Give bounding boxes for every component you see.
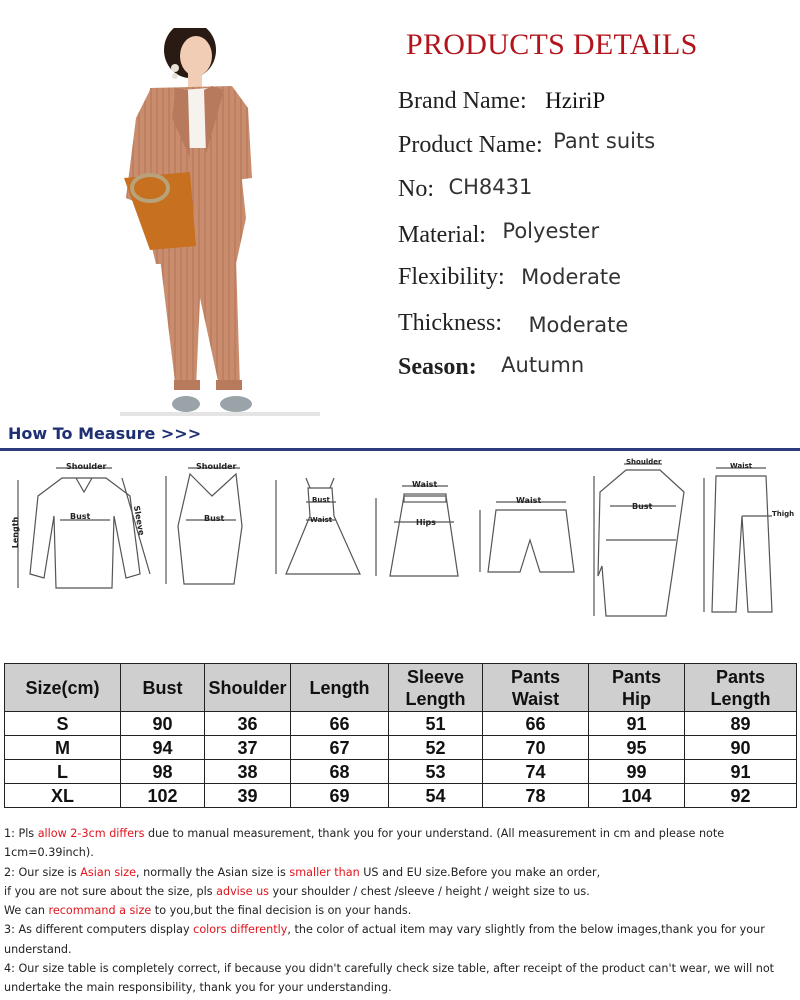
table-cell: 37 (205, 736, 291, 760)
detail-value: Pant suits (553, 129, 656, 153)
label-thigh: Thigh (772, 510, 795, 518)
detail-label: Thickness: (398, 310, 502, 336)
table-cell: 74 (483, 760, 589, 784)
table-cell: S (5, 712, 121, 736)
table-cell: L (5, 760, 121, 784)
label-bust: Bust (632, 502, 653, 511)
label-bust: Bust (70, 512, 91, 521)
coat-diagram (594, 464, 684, 616)
detail-value: Polyester (502, 219, 600, 243)
note-2: 2: Our size is Asian size, normally the Asian size is smaller than US and EU size.Before you make an order, (4, 865, 601, 879)
table-cell: 78 (483, 784, 589, 808)
detail-value: Moderate (528, 313, 629, 337)
detail-label: Season: (398, 354, 477, 380)
table-cell: 104 (589, 784, 685, 808)
table-header-row (5, 664, 797, 712)
table-cell: 51 (389, 712, 483, 736)
table-cell: 69 (291, 784, 389, 808)
table-cell: 54 (389, 784, 483, 808)
table-cell: 52 (389, 736, 483, 760)
detail-label: Flexibility: (398, 264, 505, 290)
detail-row-season (398, 354, 584, 381)
label-waist: Waist (730, 462, 753, 470)
how-to-measure-title: How To Measure >>> (8, 424, 202, 443)
table-row (5, 736, 797, 760)
table-cell: M (5, 736, 121, 760)
table-row (5, 760, 797, 784)
detail-label: Material: (398, 222, 486, 248)
header-size: Size(cm) (5, 664, 121, 712)
measurement-diagrams (0, 456, 800, 636)
notes (4, 824, 798, 998)
detail-row-number (398, 176, 532, 203)
table-cell: XL (5, 784, 121, 808)
detail-value: CH8431 (448, 175, 533, 199)
header-pants-waist: Pants Waist (483, 664, 589, 712)
detail-label: Brand Name: (398, 88, 527, 114)
table-cell: 70 (483, 736, 589, 760)
note-4: 4: Our size table is completely correct, if because you didn't carefully check size table, after receipt of the product can't wear, we will not undertake the main responsibility, thank you for your understanding. (4, 962, 775, 995)
table-row (5, 784, 797, 808)
table-cell: 98 (121, 760, 205, 784)
product-photo (0, 28, 380, 416)
label-waist: Waist (516, 496, 542, 505)
pants-diagram (704, 468, 772, 612)
table-cell: 68 (291, 760, 389, 784)
table-cell: 94 (121, 736, 205, 760)
dress-diagram (276, 478, 360, 574)
detail-value: HziriP (545, 88, 606, 113)
table-cell: 90 (685, 736, 797, 760)
label-shoulder: Shoulder (196, 462, 237, 471)
skirt-diagram (376, 486, 458, 576)
note-2-advise: if you are not sure about the size, pls advise us your shoulder / chest /sleeve / height / weight size to us. (4, 884, 590, 898)
divider (0, 448, 800, 451)
model-in-pant-suit-icon (0, 28, 380, 416)
note-2-recommend: We can recommand a size to you,but the final decision is on your hands. (4, 904, 412, 918)
label-shoulder: Shoulder (626, 458, 662, 466)
garment-measurement-icon (0, 456, 800, 636)
label-bust: Bust (204, 514, 225, 523)
how-to-measure-header (0, 420, 800, 454)
table-cell: 102 (121, 784, 205, 808)
detail-row-flexibility (398, 264, 621, 291)
table-cell: 99 (589, 760, 685, 784)
header-sleeve-length: Sleeve Length (389, 664, 483, 712)
table-cell: 91 (589, 712, 685, 736)
size-table (4, 663, 797, 808)
table-cell: 89 (685, 712, 797, 736)
detail-row-material (398, 219, 600, 249)
table-cell: 38 (205, 760, 291, 784)
detail-row-thickness (398, 310, 628, 337)
table-cell: 53 (389, 760, 483, 784)
product-details (396, 24, 800, 416)
label-shoulder: Shoulder (66, 462, 107, 471)
shorts-diagram (480, 502, 574, 572)
table-cell: 39 (205, 784, 291, 808)
label-waist: Waist (310, 516, 333, 524)
blouse-diagram (18, 468, 150, 588)
note-1: 1: Pls allow 2-3cm differs due to manual measurement, thank you for your understand. (All measurement in cm and please note 1cm=0.39inch). (4, 827, 725, 860)
label-sleeve: Sleeve (131, 504, 147, 537)
header-pants-length: Pants Length (685, 664, 797, 712)
label-length: Length (11, 516, 21, 549)
detail-value: Autumn (501, 353, 585, 377)
table-cell: 66 (291, 712, 389, 736)
detail-label: No: (398, 176, 434, 202)
header-bust: Bust (121, 664, 205, 712)
detail-row-brand (398, 88, 605, 115)
table-cell: 91 (685, 760, 797, 784)
table-row (5, 712, 797, 736)
details-title: PRODUCTS DETAILS (406, 28, 698, 61)
table-cell: 95 (589, 736, 685, 760)
label-waist: Waist (412, 480, 438, 489)
label-bust: Bust (312, 496, 330, 504)
detail-row-product-name (398, 129, 656, 159)
detail-value: Moderate (521, 265, 622, 289)
detail-label: Product Name: (398, 132, 543, 158)
header-pants-hip: Pants Hip (589, 664, 685, 712)
vest-diagram (166, 468, 242, 584)
header-shoulder: Shoulder (205, 664, 291, 712)
table-cell: 36 (205, 712, 291, 736)
label-hips: Hips (416, 518, 436, 527)
table-cell: 67 (291, 736, 389, 760)
header-length: Length (291, 664, 389, 712)
note-3: 3: As different computers display colors differently, the color of actual item may vary slightly from the below images,thank you for your understand. (4, 923, 765, 956)
table-cell: 90 (121, 712, 205, 736)
table-cell: 92 (685, 784, 797, 808)
table-cell: 66 (483, 712, 589, 736)
